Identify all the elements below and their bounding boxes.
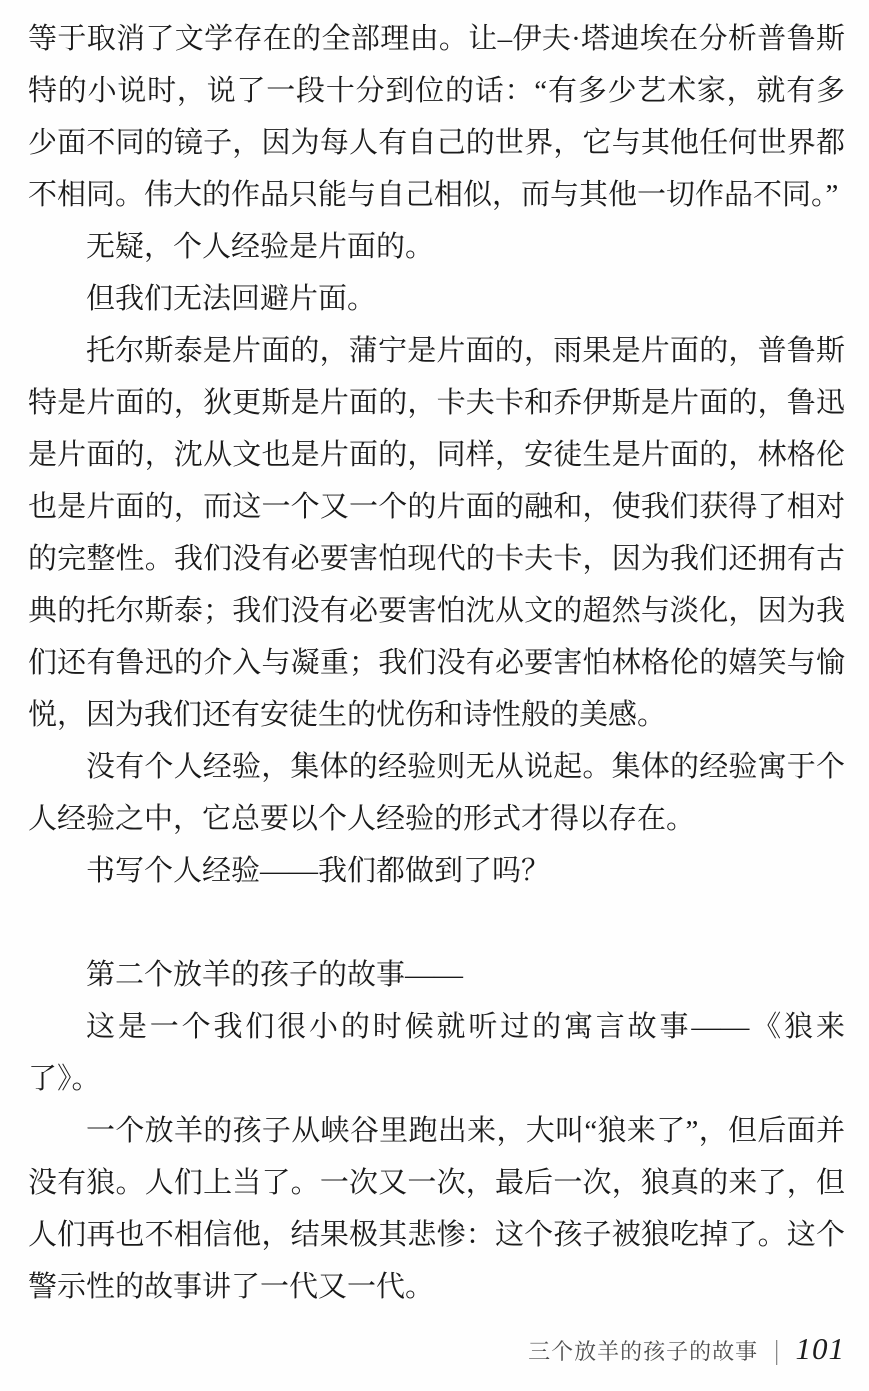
- paragraph: 托尔斯泰是片面的，蒲宁是片面的，雨果是片面的，普鲁斯特是片面的，狄更斯是片面的，卡夫卡和乔伊斯是片面的，鲁迅是片面的，沈从文也是片面的，同样，安徒生是片面的，林格伦也是片面的，而这一个又一个的片面的融和，使我们获得了相对的完整性。我们没有必要害怕现代的卡夫卡，因为我们还拥有古典的托尔斯泰；我们没有必要害怕沈从文的超然与淡化，因为我们还有鲁迅的介入与凝重；我们没有必要害怕林格伦的嬉笑与愉悦，因为我们还有安徒生的忧伤和诗性般的美感。: [28, 335, 845, 731]
- paragraph: 但我们无法回避片面。: [86, 283, 377, 315]
- page-footer: [528, 1331, 845, 1367]
- page-number: 101: [795, 1331, 845, 1366]
- footer-separator: |: [775, 1335, 779, 1365]
- paragraph: 等于取消了文学存在的全部理由。让–伊夫·塔迪埃在分析普鲁斯特的小说时，说了一段十分到位的话：“有多少艺术家，就有多少面不同的镜子，因为每人有自己的世界，它与其他任何世界都不相同。伟大的作品只能与自己相似，而与其他一切作品不同。”: [28, 23, 845, 211]
- paragraph: 无疑，个人经验是片面的。: [86, 231, 435, 263]
- paragraph: 这是一个我们很小的时候就听过的寓言故事——《狼来了》。: [28, 1011, 845, 1095]
- paragraph: 一个放羊的孩子从峡谷里跑出来，大叫“狼来了”，但后面并没有狼。人们上当了。一次又一次，最后一次，狼真的来了，但人们再也不相信他，结果极其悲惨：这个孩子被狼吃掉了。这个警示性的故事讲了一代又一代。: [28, 1115, 845, 1303]
- paragraph: 没有个人经验，集体的经验则无从说起。集体的经验寓于个人经验之中，它总要以个人经验的形式才得以存在。: [28, 751, 845, 835]
- chapter-title: 三个放羊的孩子的故事: [528, 1339, 759, 1364]
- page-content: [28, 13, 845, 1313]
- paragraph: 书写个人经验——我们都做到了吗？: [86, 855, 551, 887]
- paragraph-section-start: 第二个放羊的孩子的故事——: [86, 959, 464, 991]
